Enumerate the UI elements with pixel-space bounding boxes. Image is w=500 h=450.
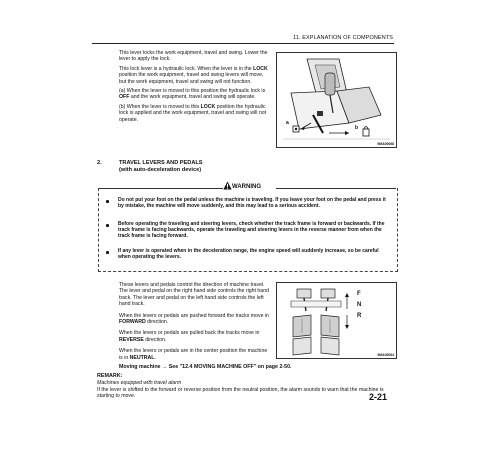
travel-lever-figure [276,282,397,359]
travel-lever-illustration [277,283,396,358]
travel-para-3: When the levers or pedals are pulled back the tracks move in REVERSE direction. [119,330,260,343]
warning-bullet-1: Do not put your foot on the pedal unless the machine is traveling. If you leave your foot on the pedal and press it by mistake, the machine will move suddenly, and this may lead to a serious accident. [118,197,386,210]
moving-machine-ref: Moving machine → See "12.4 MOVING MACHINE OFF" on page 2-50. [119,364,292,370]
lock-para-4: (b) When the lever is moved to this LOCK position the hydraulic lock is applied and the work equipment, travel and swing will not operate. [119,103,267,123]
label-neutral: N [357,302,362,308]
section-header: 11. EXPLANATION OF COMPONENTS [293,35,393,41]
section-number: 2. [97,160,102,166]
header-rule [92,43,394,44]
callout-a: a [286,120,289,126]
warning-title: WARNING [232,183,261,190]
travel-para-1: These levers and pedals control the direction of machine travel. The lever and pedal on the right hand side controls the right hand track. The lever and pedal on the left hand side controls the left hand track. [119,282,269,308]
bullet-dot [106,224,109,227]
lock-para-3: (a) When the lever is moved to this position the hydraulic lock is OFF and the work equipment, travel and swing will operate. [119,88,266,101]
remark-title: REMARK: [97,373,123,379]
travel-figure-code: 9MA00064 [377,353,394,357]
page-number: 2-21 [369,392,388,402]
travel-para-2: When the levers or pedals are pushed forward the tracks move in FORWARD direction. [119,312,269,326]
lock-lever-illustration [277,53,396,147]
section-title [119,160,203,174]
label-reverse: R [357,313,362,319]
section-title-line2: (with auto-deceleration device) [119,166,202,173]
travel-para-4: When the levers or pedals are in the center position the machine is in NEUTRAL. [119,348,268,361]
remark-subtitle: Machines equipped with travel alarm [97,380,182,386]
travel-text [119,282,271,361]
lock-lever-text [119,50,271,123]
lock-para-2: This lock lever is a hydraulic lock. When the lever is in the LOCK position the work equipment, travel and swing levers will move, but the work equipment, travel and swing will not function. [119,65,268,85]
remark-text: If the lever is shifted to the forward or reverse position from the neutral position, the alarm sounds to warn that the machine is starting to move. [97,387,384,400]
callout-b: b [355,125,359,131]
label-forward: F [357,291,361,297]
bullet-dot [106,251,109,254]
warning-bullet-2: Before operating the traveling and steering levers, check whether the track frame is forward or backwards. If the track frame is facing backwards, operate the traveling and steering levers in the reverse manner from when the track frame is facing forward. [118,221,385,240]
lock-para-1: This lever locks the work equipment, travel and swing. Lower the lever to apply the lock. [119,50,268,63]
warning-bullet-3: If any lever is operated when in the deceleration range, the engine speed will suddenly increase, so be careful when operating the levers. [118,248,379,261]
section-title-line1: TRAVEL LEVERS AND PEDALS [119,160,203,166]
lock-figure-code: 9MA00068 [377,142,394,146]
lock-lever-figure [276,52,397,148]
bullet-dot [106,200,109,203]
